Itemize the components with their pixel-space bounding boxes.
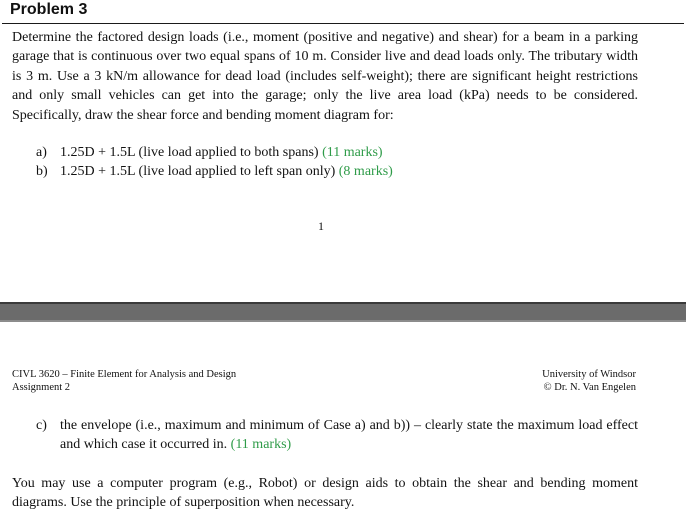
item-b-label: b) — [36, 164, 48, 179]
item-c-text: the envelope (i.e., maximum and minimum of Case a) and b)) – clearly state the maximum load effect and which case it occurred in. — [60, 418, 638, 452]
page-number: 1 — [318, 219, 324, 233]
author-copyright: © Dr. N. Van Engelen — [543, 382, 636, 393]
list-item-b — [36, 163, 393, 181]
course-title: CIVL 3620 – Finite Element for Analysis and Design — [12, 369, 237, 380]
item-a-label: a) — [36, 145, 47, 160]
item-b-marks: (8 marks) — [338, 164, 393, 179]
problem-heading-bar — [2, 0, 684, 24]
page-separator — [0, 302, 686, 322]
closing-note: You may use a computer program (e.g., Robot) or design aids to obtain the shear and bending moment diagrams. Use the principle of superposition when necessary. — [12, 476, 638, 510]
item-a-marks: (11 marks) — [322, 145, 383, 160]
problem-title: Problem 3 — [10, 1, 88, 18]
problem-description: Determine the factored design loads (i.e., moment (positive and negative) and shear) for a beam in a parking garage that is continuous over two equal spans of 10 m. Consider live and dead loads only. The tributary width is 3 m. Use a 3 kN/m allowance for dead load (includes self-weight); there are significant height restrictions and only small vehicles can get into the garage; only the live area load (kPa) needs to be considered. Specifically, draw the shear force and bending moment diagram for: — [12, 30, 638, 123]
list-item-a — [36, 144, 383, 162]
item-a-text: 1.25D + 1.5L (live load applied to both spans) — [60, 145, 319, 160]
university-name: University of Windsor — [542, 369, 636, 380]
list-item-c — [36, 416, 638, 454]
item-c-label: c) — [36, 418, 47, 433]
item-b-text: 1.25D + 1.5L (live load applied to left span only) — [60, 164, 336, 179]
assignment-label: Assignment 2 — [12, 382, 71, 393]
page-header-right — [542, 368, 636, 394]
page-header-left — [12, 368, 236, 394]
item-c-marks: (11 marks) — [230, 437, 292, 452]
